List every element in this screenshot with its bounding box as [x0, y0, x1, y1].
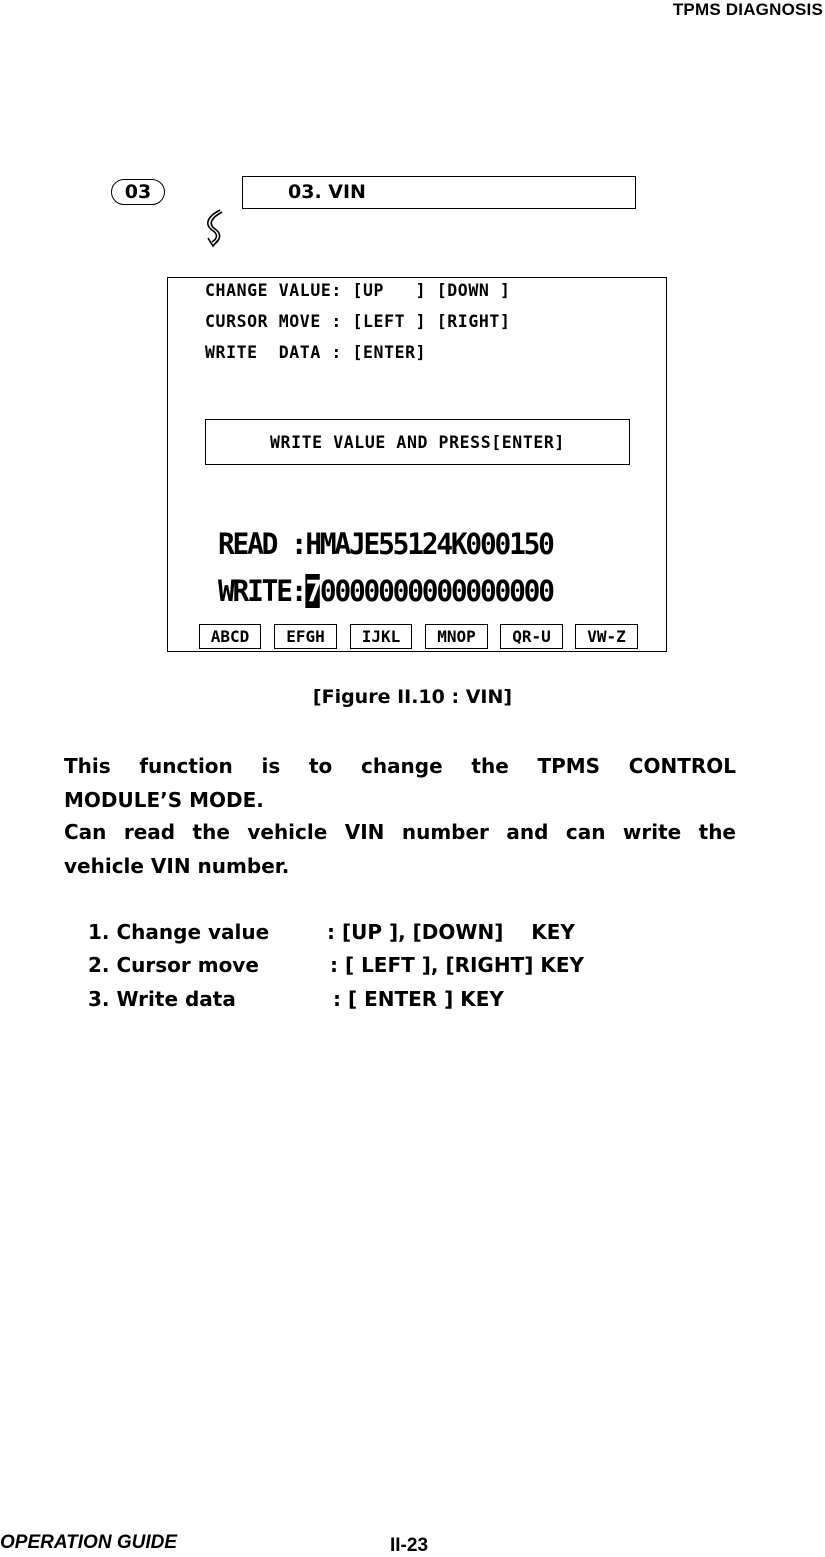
read-vin-row: [218, 527, 553, 561]
menu-title: 03. VIN: [288, 181, 366, 203]
curved-arrow-icon: [200, 208, 228, 248]
write-label: WRITE:: [218, 574, 306, 608]
paragraph-2-line-1: Can read the vehicle VIN number and can write the: [64, 820, 736, 844]
figure-caption: [Figure II.10 : VIN]: [312, 686, 513, 708]
instruction-change-value: CHANGE VALUE: [UP ] [DOWN ]: [205, 281, 511, 300]
paragraph-1-line-2: MODULE’S MODE.: [64, 788, 264, 812]
footer-page-number: II-23: [390, 1535, 429, 1556]
scanner-screen: [167, 277, 667, 652]
write-vin-row: [218, 574, 553, 608]
footer-guide-title: OPERATION GUIDE: [0, 1532, 177, 1553]
instruction-write-data: WRITE DATA : [ENTER]: [205, 343, 427, 362]
write-value-prompt: WRITE VALUE AND PRESS[ENTER]: [205, 419, 630, 465]
key-ijkl-button[interactable]: IJKL: [350, 624, 412, 649]
instruction-cursor-move: CURSOR MOVE : [LEFT ] [RIGHT]: [205, 312, 511, 331]
step-number-badge: 03: [111, 179, 165, 205]
key-abcd-button[interactable]: ABCD: [199, 624, 261, 649]
paragraph-2-line-2: vehicle VIN number.: [64, 854, 290, 878]
paragraph-1-line-1: This function is to change the TPMS CONTROL: [64, 754, 736, 778]
key-vw-z-button[interactable]: VW-Z: [575, 624, 638, 649]
key-list-value-2: : [ LEFT ], [RIGHT] KEY: [330, 953, 584, 977]
key-list-label-3: 3. Write data: [88, 987, 236, 1011]
key-mnop-button[interactable]: MNOP: [425, 624, 488, 649]
key-list-label-2: 2. Cursor move: [88, 953, 259, 977]
page-header-title: TPMS DIAGNOSIS: [672, 0, 823, 19]
write-vin-value[interactable]: 0000000000000000: [319, 574, 553, 608]
key-list-value-1: : [UP ], [DOWN] KEY: [327, 920, 575, 944]
read-label: READ :: [218, 527, 306, 561]
key-efgh-button[interactable]: EFGH: [274, 624, 337, 649]
key-list-value-3: : [ ENTER ] KEY: [333, 987, 504, 1011]
write-cursor[interactable]: 7: [305, 574, 320, 608]
key-list-label-1: 1. Change value: [88, 920, 270, 944]
read-vin-value: HMAJE55124K000150: [305, 527, 553, 561]
menu-title-box: [242, 176, 636, 209]
key-qr-u-button[interactable]: QR-U: [500, 624, 563, 649]
